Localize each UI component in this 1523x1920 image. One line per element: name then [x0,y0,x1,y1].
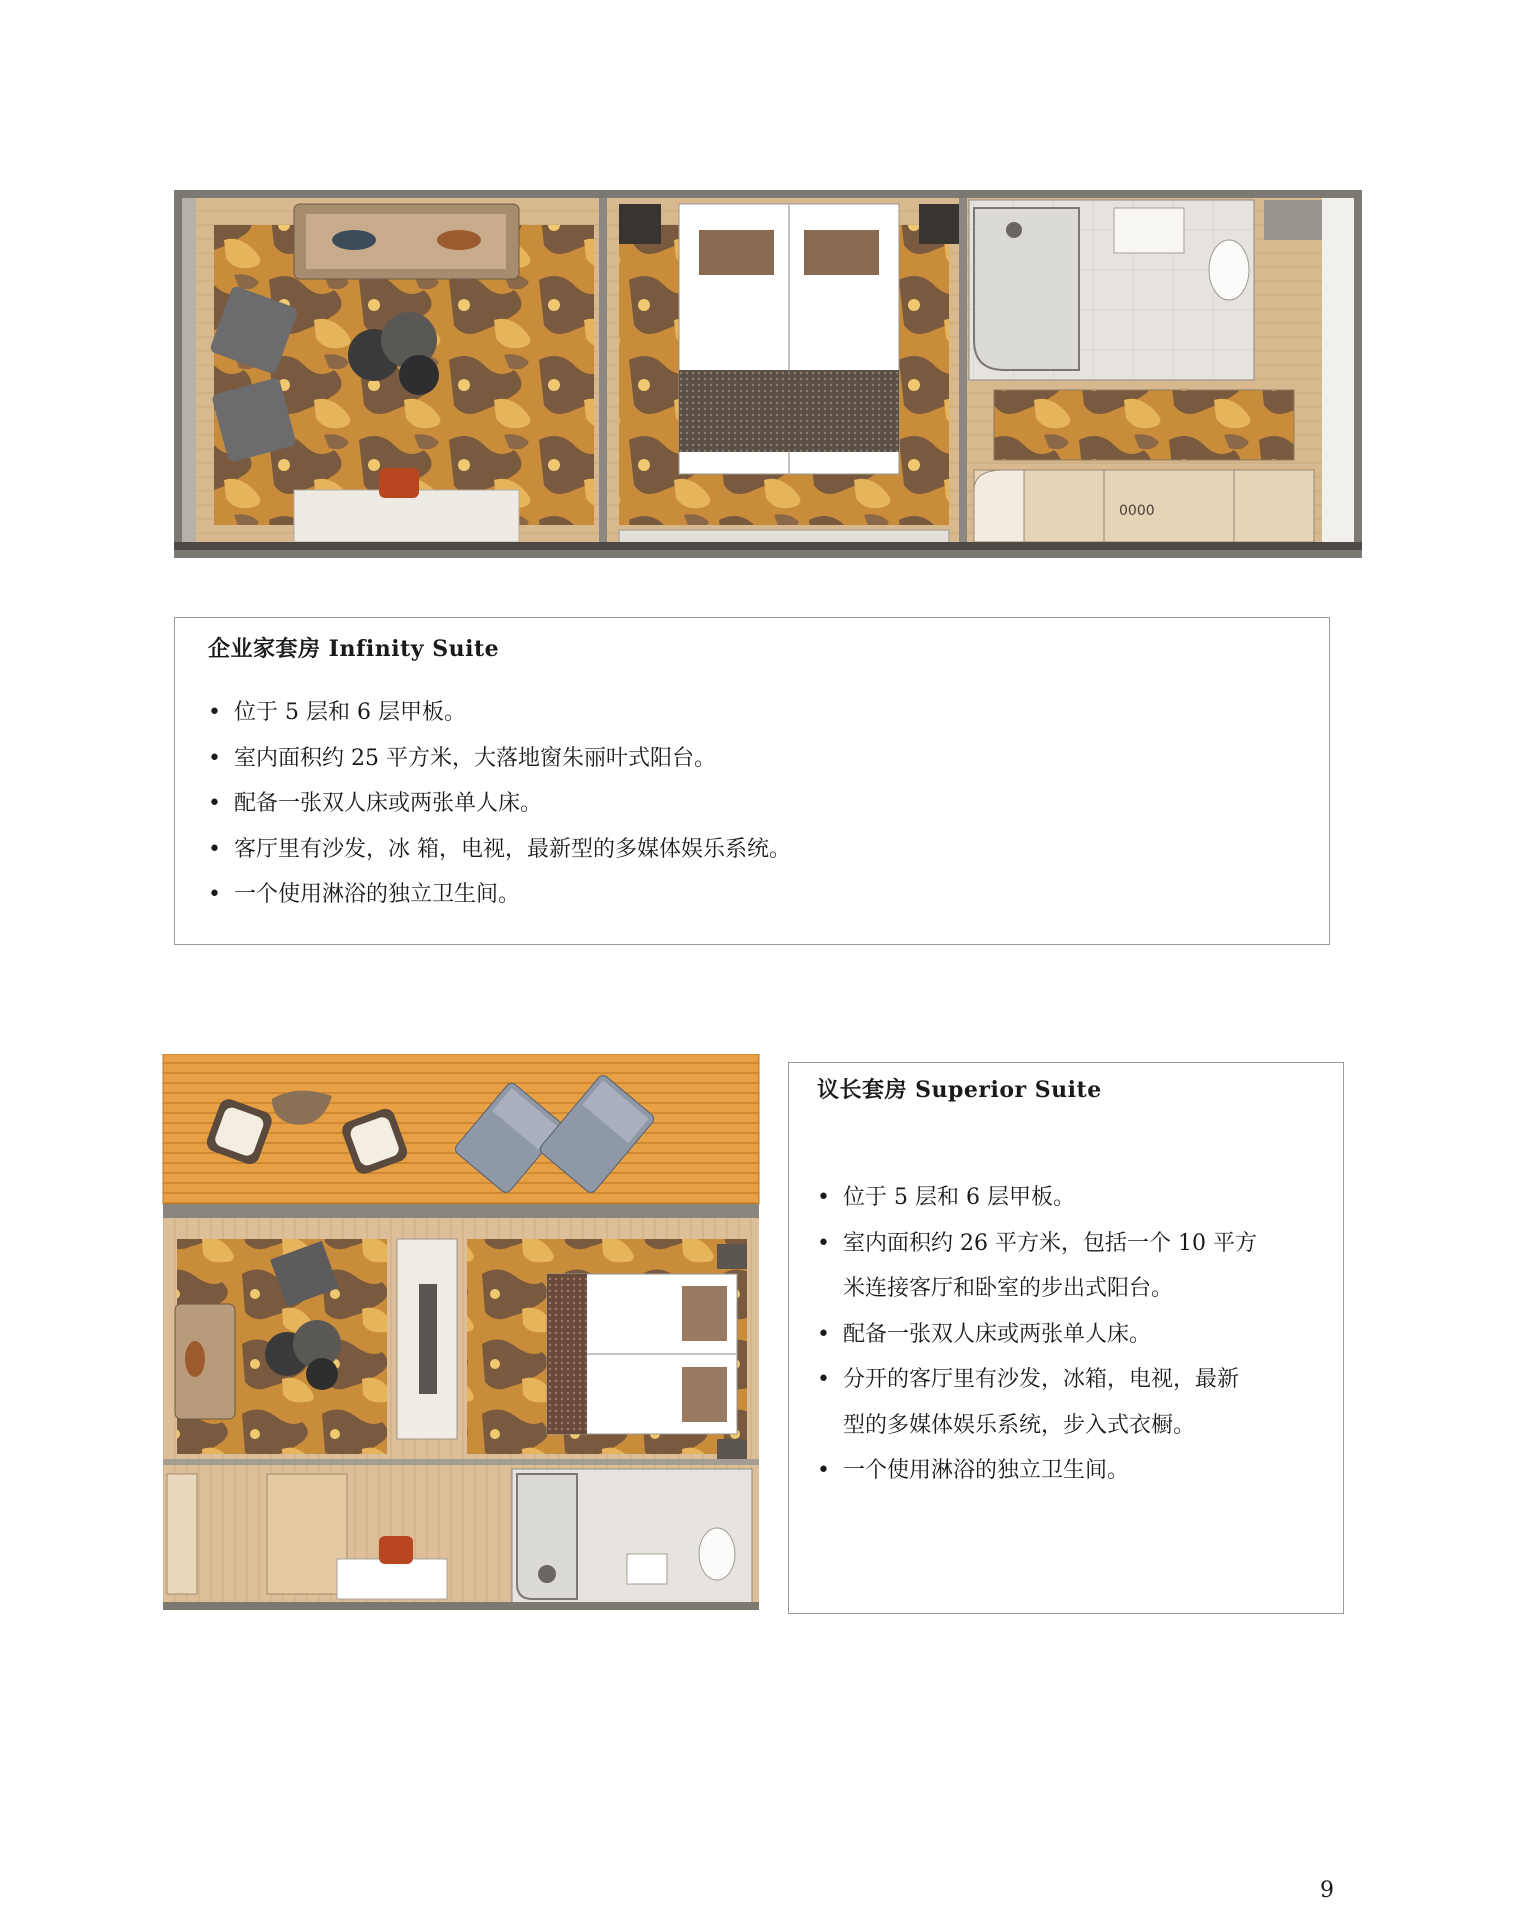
page-number: 9 [1320,1878,1334,1903]
feature-line: • 配备一张双人床或两张单人床。 [843,1321,1152,1347]
feature-item: • 一个使用淋浴的独立卫生间。 [208,872,791,918]
infinity-suite-title: 企业家套房 Infinity Suite [208,636,500,662]
feature-line: • 位于 5 层和 6 层甲板。 [843,1185,1075,1210]
feature-item: • 配备一张双人床或两张单人床。 [208,781,791,827]
feature-line: 型的多媒体娱乐系统，步入式衣橱。 [843,1412,1196,1438]
feature-item [817,1312,1257,1358]
infinity-suite-floorplan [174,190,1362,558]
closet-label: 0000 [1119,503,1155,519]
feature-item: • 位于 5 层和 6 层甲板。 [208,690,791,736]
feature-line: • 一个使用淋浴的独立卫生间。 [843,1458,1130,1483]
feature-line: • 室内面积约 26 平方米，包括一个 10 平方 [843,1230,1257,1256]
feature-item [817,1357,1257,1448]
feature-item: • 客厅里有沙发，冰 箱，电视，最新型的多媒体娱乐系统。 [208,827,791,873]
feature-item [817,1221,1257,1312]
feature-line: • 分开的客厅里有沙发，冰箱，电视，最新 [843,1367,1240,1392]
superior-suite-title: 议长套房 Superior Suite [817,1077,1102,1103]
feature-item [817,1448,1257,1494]
feature-line: 米连接客厅和卧室的步出式阳台。 [843,1276,1174,1301]
feature-item: • 室内面积约 25 平方米，大落地窗朱丽叶式阳台。 [208,736,791,782]
infinity-suite-feature-list [208,690,791,918]
superior-suite-feature-list [817,1175,1257,1494]
superior-suite-floorplan [157,1054,765,1616]
feature-item [817,1175,1257,1221]
